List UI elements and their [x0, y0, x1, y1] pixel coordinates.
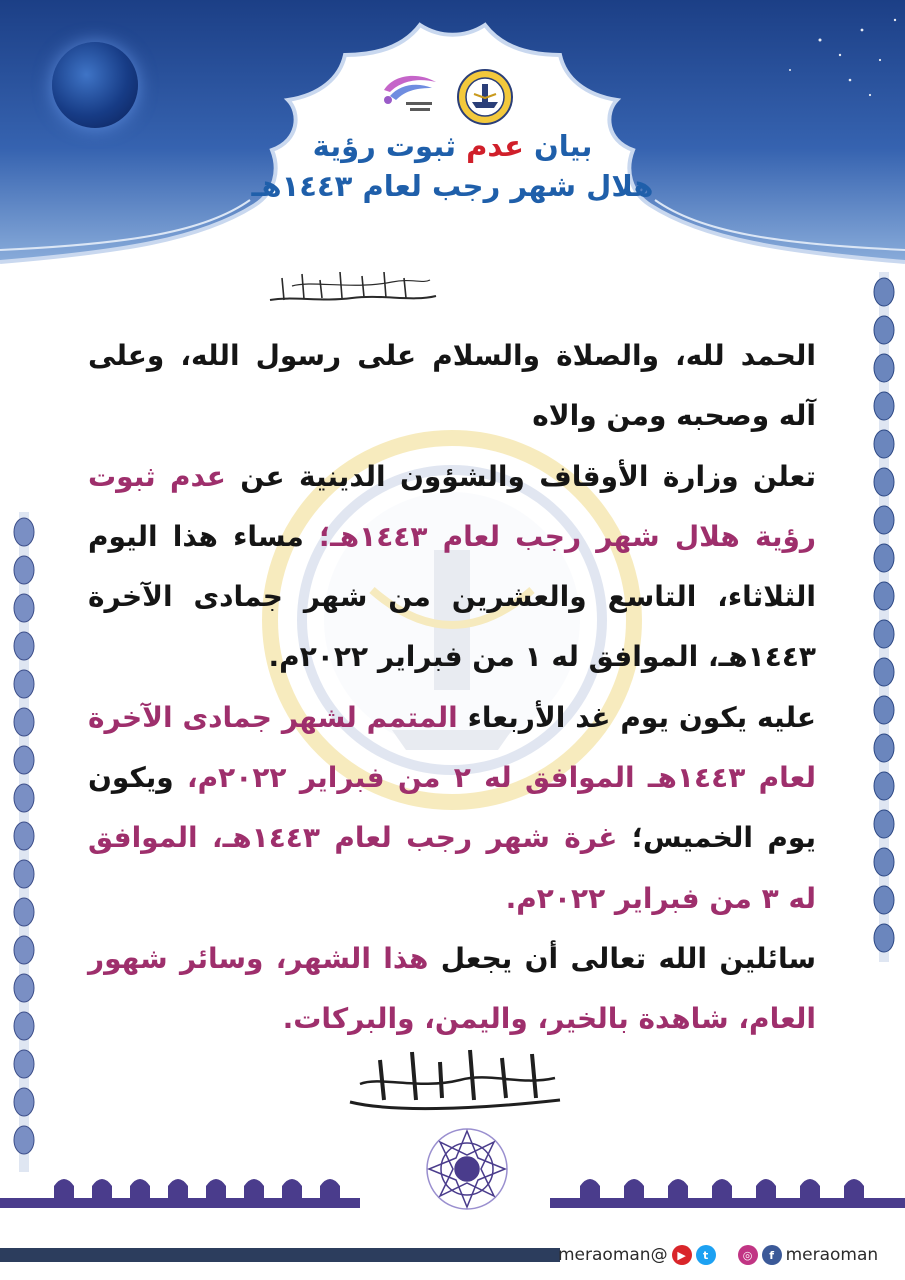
twitter-icon[interactable]: t [696, 1245, 716, 1265]
announcement-paragraph: تعلن وزارة الأوقاف والشؤون الدينية عن عدم ثبوت رؤية هلال شهر رجب لعام ١٤٤٣هـ؛ مساء هذا اليوم الثلاثاء، التاسع والعشرين من شهر جمادى الآخرة ١٤٤٣هـ، الموافق له ١ من فبراير ٢٠٢٢م. [88, 459, 816, 674]
basmala-calligraphy [262, 266, 442, 310]
social-handle-right[interactable]: meraoman [785, 1245, 879, 1265]
moon-icon [52, 42, 138, 128]
basmala-text [352, 307, 354, 309]
left-ornament-border [6, 512, 42, 1172]
page-subtitle: هلال شهر رجب لعام ١٤٤٣هـ [251, 169, 654, 203]
vision-logo-icon [378, 70, 440, 116]
rosette-ornament-icon [412, 1114, 522, 1224]
instagram-icon[interactable]: ◎ [738, 1245, 758, 1265]
youtube-icon[interactable]: ▶ [672, 1245, 692, 1265]
closing-calligraphy [320, 1040, 590, 1120]
social-footer [558, 1240, 903, 1270]
header-banner [0, 0, 905, 270]
facebook-icon[interactable]: f [762, 1245, 782, 1265]
title-highlight: عدم [466, 129, 524, 163]
page-title: بيان عدم ثبوت رؤية [312, 129, 593, 163]
statement-body [88, 326, 816, 1050]
social-handle-left[interactable]: meraoman@ [558, 1245, 668, 1265]
dates-paragraph: عليه يكون يوم غد الأربعاء المتمم لشهر جمادى الآخرة لعام ١٤٤٣هـ الموافق له ٢ من فبراير ٢٠٢٢م، ويكون يوم الخميس؛ غرة شهر رجب لعام ١٤٤٣هـ، الموافق له ٣ من فبراير ٢٠٢٢م. [88, 700, 817, 915]
opening-paragraph: الحمد لله، والصلاة والسلام على رسول الله، وعلى آله وصحبه ومن والاه [88, 339, 816, 433]
footer-bar [0, 1248, 560, 1262]
bottom-arches-left [0, 1168, 360, 1210]
bottom-arches-right [550, 1168, 905, 1210]
title-block [200, 126, 705, 206]
prayer-paragraph: سائلين الله تعالى أن يجعل هذا الشهر، وسائر شهور العام، شاهدة بالخير، واليمن، والبركات. [88, 941, 816, 1036]
right-ornament-border [866, 272, 902, 962]
ministry-logo-icon [456, 68, 514, 126]
